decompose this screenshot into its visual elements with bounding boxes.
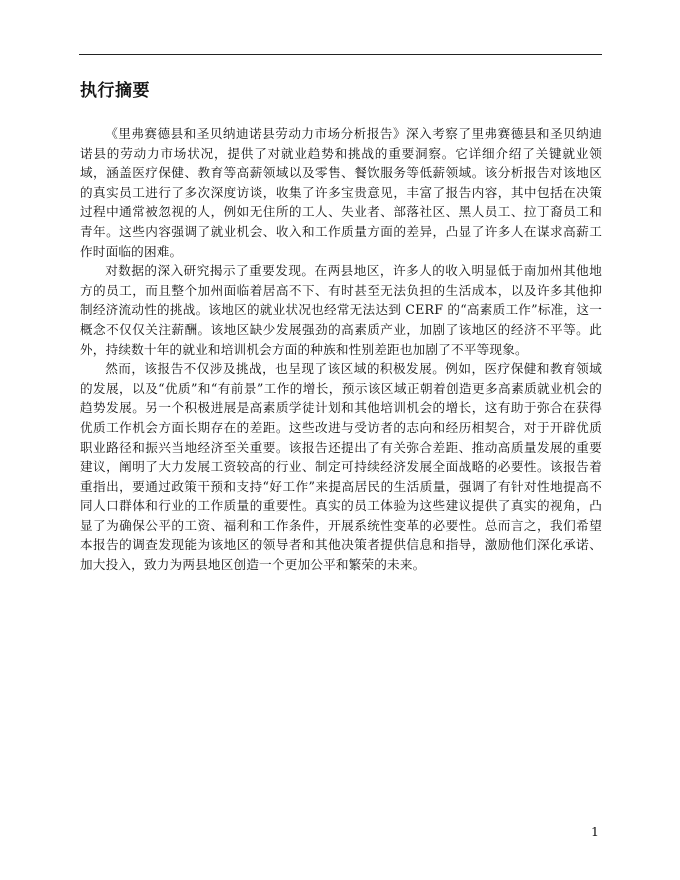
paragraph-2: 对数据的深入研究揭示了重要发现。在两县地区，许多人的收入明显低于南加州其他地方的员工，而且整个加州面临着居高不下、有时甚至无法负担的生活成本，以及许多其他抑制经济流动性的挑战。该地区的就业状况也经常无法达到 CERF 的“高素质工作”标准，这一概念不仅仅关注薪酬。该地区缺少发展强劲的高素质产业，加剧了该地区的经济不平等。此外，持续数十年的就业和培训机会方面的种族和性别差距也加剧了不平等现象。 — [80, 263, 602, 357]
paragraph-3: 然而，该报告不仅涉及挑战，也呈现了该区域的积极发展。例如，医疗保健和教育领域的发展，以及“优质”和“有前景”工作的增长，预示该区域正朝着创造更多高素质就业机会的趋势发展。另一个积极进展是高素质学徒计划和其他培训机会的增长，这有助于弥合在获得优质工作机会方面长期存在的差距。这些改进与受访者的志向和经历相契合，对于开辟优质职业路径和振兴当地经济至关重要。该报告还提出了有关弥合差距、推动高质量发展的重要建议，阐明了大力发展工资较高的行业、制定可持续经济发展全面战略的必要性。该报告着重指出，要通过政策干预和支持“好工作”来提高居民的生活质量，强调了有针对性地提高不同人口群体和行业的工作质量的重要性。真实的员工体验为这些建议提供了真实的视角，凸显了为确保公平的工资、福利和工作条件，开展系统性变革的必要性。总而言之，我们希望本报告的调查发现能为该地区的领导者和其他决策者提供信息和指导，激励他们深化承诺、加大投入，致力为两县地区创造一个更加公平和繁荣的未来。 — [80, 361, 602, 573]
section-title: 执行摘要 — [80, 81, 150, 101]
header-rule — [79, 54, 602, 55]
paragraph-1: 《里弗赛德县和圣贝纳迪诺县劳动力市场分析报告》深入考察了里弗赛德县和圣贝纳迪诺县的劳动力市场状况，提供了对就业趋势和挑战的重要洞察。它详细介绍了关键就业领域，涵盖医疗保健、教育等高薪领域以及零售、餐饮服务等低薪领域。该分析报告对该地区的真实员工进行了多次深度访谈，收集了许多宝贵意见，丰富了报告内容，其中包括在决策过程中通常被忽视的人，例如无住所的工人、失业者、部落社区、黑人员工、拉丁裔员工和青年。这些内容强调了就业机会、收入和工作质量方面的差异，凸显了许多人在谋求高薪工作时面临的困难。 — [80, 126, 602, 259]
document-body — [80, 124, 602, 575]
page-number: 1 — [591, 824, 599, 839]
